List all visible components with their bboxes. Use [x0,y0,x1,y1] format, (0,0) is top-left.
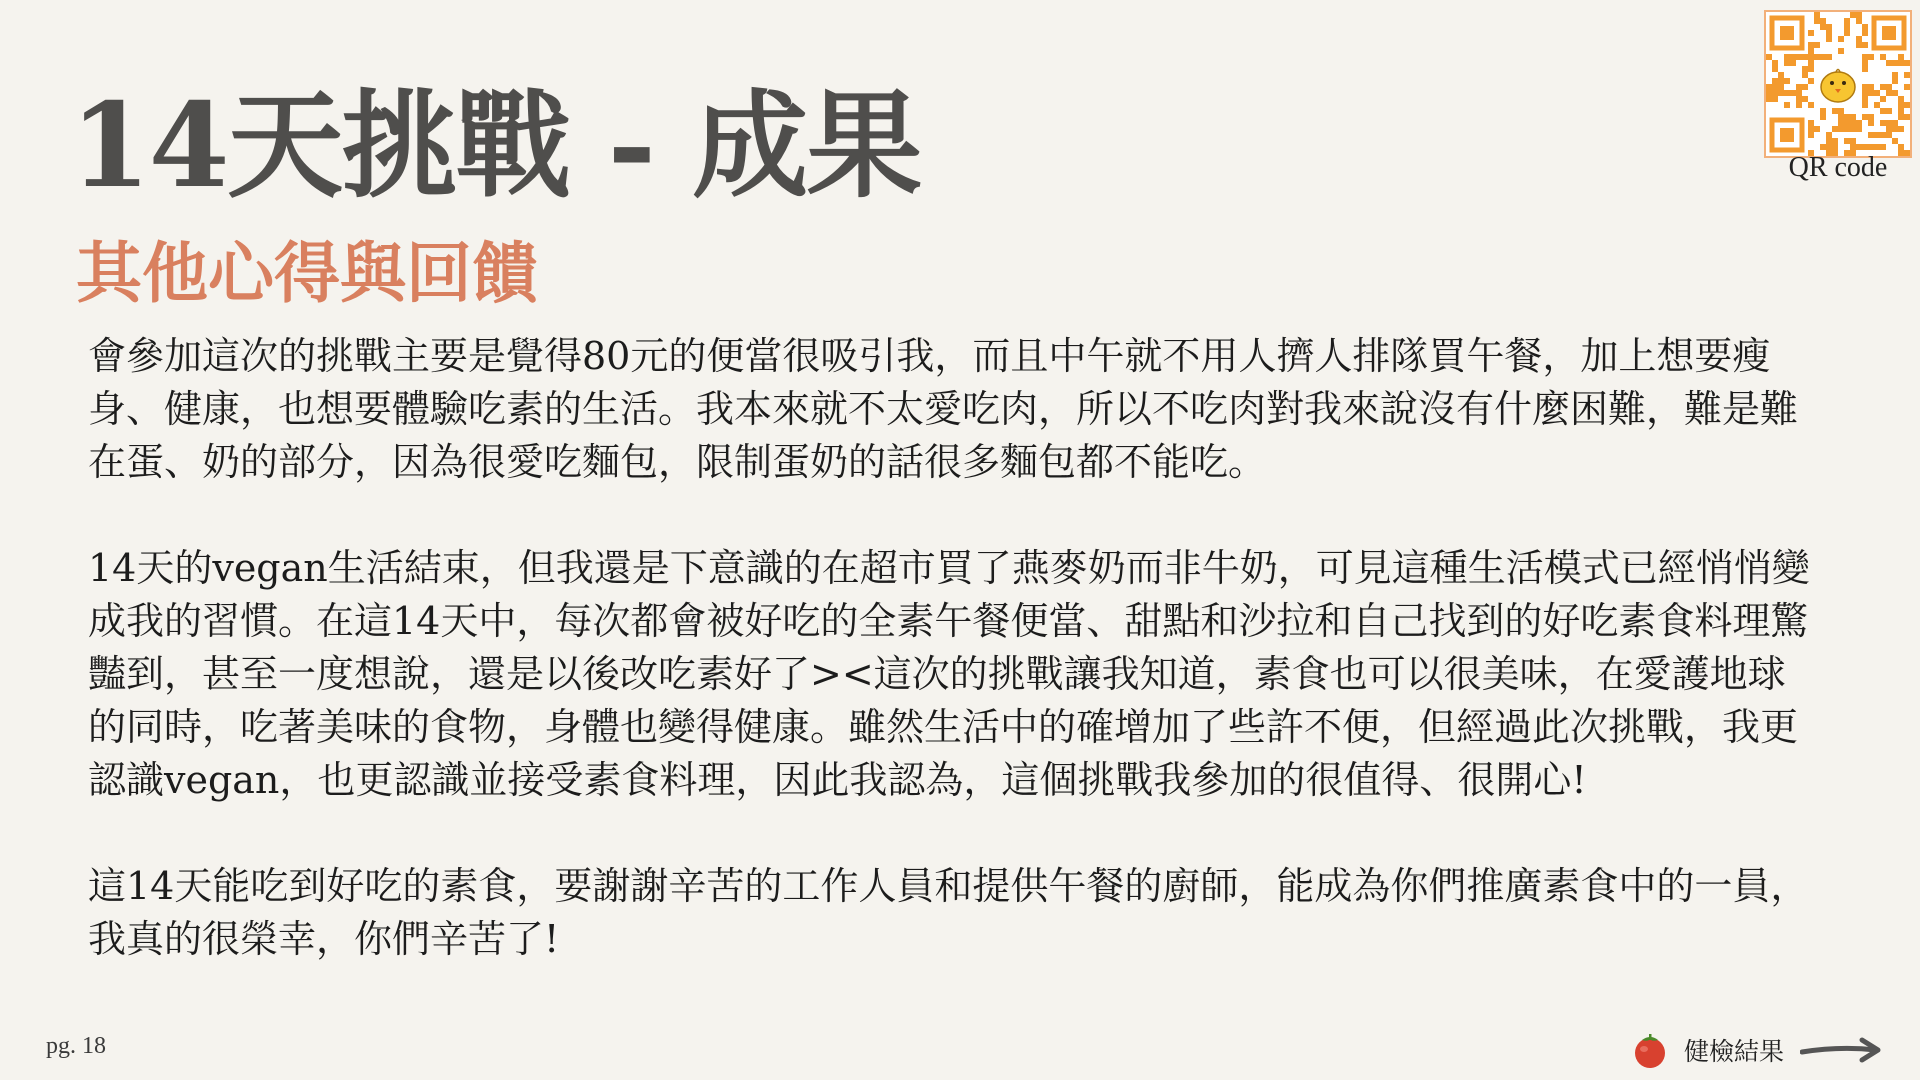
qr-module [1874,102,1880,108]
qr-module [1820,54,1826,60]
qr-module [1772,96,1778,102]
qr-module [1772,60,1778,66]
qr-module [1862,96,1868,102]
qr-module [1886,84,1892,90]
qr-module [1856,42,1862,48]
feedback-body [88,330,1818,1019]
qr-module [1850,12,1856,18]
qr-module [1802,66,1808,72]
qr-module [1874,132,1880,138]
page-number: pg. 18 [46,1033,106,1059]
qr-module [1868,132,1874,138]
qr-module [1874,90,1880,96]
qr-module [1796,84,1802,90]
qr-module [1886,60,1892,66]
qr-module [1808,66,1814,72]
qr-module [1868,120,1874,126]
qr-module [1808,54,1814,60]
qr-module [1850,144,1856,150]
qr-module [1766,90,1772,96]
qr-module [1844,114,1850,120]
qr-code-image [1766,12,1910,156]
qr-module [1802,72,1808,78]
qr-module [1862,24,1868,30]
qr-module [1898,96,1904,102]
qr-module [1820,18,1826,24]
qr-module [1862,114,1868,120]
qr-module [1868,144,1874,150]
qr-module [1886,120,1892,126]
qr-module [1904,84,1910,90]
qr-module [1772,90,1778,96]
qr-module [1904,60,1910,66]
qr-module [1898,108,1904,114]
qr-module [1802,96,1808,102]
qr-module [1868,114,1874,120]
qr-module [1808,120,1814,126]
qr-module [1838,48,1844,54]
qr-module [1838,36,1844,42]
paragraph-thanks: 這14天能吃到好吃的素食，要謝謝辛苦的工作人員和提供午餐的廚師，能成為你們推廣素食中的一員，我真的很榮幸，你們辛苦了! [88,864,1809,961]
qr-module [1832,126,1838,132]
next-page-label: 健檢結果 [1684,1037,1785,1066]
qr-module [1850,120,1856,126]
chick-mascot-icon [1816,62,1860,106]
qr-module [1856,18,1862,24]
qr-module [1892,90,1898,96]
qr-module [1808,132,1814,138]
qr-module [1898,144,1904,150]
qr-module [1820,144,1826,150]
qr-module [1880,54,1886,60]
qr-module [1904,114,1910,120]
next-page-link[interactable] [1630,1030,1882,1070]
qr-module [1826,36,1832,42]
qr-module [1886,126,1892,132]
qr-module [1784,78,1790,84]
qr-code[interactable] [1764,10,1912,158]
qr-module [1778,72,1784,78]
qr-module [1784,90,1790,96]
qr-module [1772,78,1778,84]
qr-module [1850,126,1856,132]
qr-module [1832,138,1838,144]
qr-module [1808,102,1814,108]
qr-module [1880,120,1886,126]
qr-module [1862,54,1868,60]
qr-module [1904,72,1910,78]
section-subtitle: 其他心得與回饋 [76,234,538,312]
qr-module [1844,138,1850,144]
qr-module [1862,66,1868,72]
qr-module [1862,30,1868,36]
qr-module [1838,120,1844,126]
qr-module [1838,114,1844,120]
qr-module [1856,12,1862,18]
qr-module [1772,66,1778,72]
qr-module [1808,42,1814,48]
qr-module [1874,144,1880,150]
qr-module [1808,78,1814,84]
qr-module [1808,48,1814,54]
qr-module [1808,126,1814,132]
qr-module [1784,102,1790,108]
qr-module [1892,78,1898,84]
qr-module [1898,126,1904,132]
qr-module [1826,132,1832,138]
qr-module [1790,90,1796,96]
qr-module [1862,84,1868,90]
qr-module [1892,126,1898,132]
qr-module [1904,102,1910,108]
qr-module [1820,24,1826,30]
qr-module [1856,36,1862,42]
qr-module [1868,54,1874,60]
qr-module [1886,108,1892,114]
qr-module [1862,60,1868,66]
qr-module [1826,24,1832,30]
qr-module [1778,90,1784,96]
qr-caption: QR code [1788,152,1888,183]
qr-module [1796,96,1802,102]
qr-module [1886,132,1892,138]
qr-module [1880,132,1886,138]
arrow-right-icon [1800,1035,1882,1065]
qr-module [1820,114,1826,120]
qr-module [1790,60,1796,66]
qr-module [1802,54,1808,60]
qr-module [1880,144,1886,150]
qr-module [1898,114,1904,120]
qr-module [1892,120,1898,126]
qr-module [1778,78,1784,84]
qr-module [1796,90,1802,96]
qr-module [1868,90,1874,96]
qr-module [1880,84,1886,90]
qr-module [1784,54,1790,60]
qr-module [1832,108,1838,114]
qr-module [1856,120,1862,126]
qr-module [1790,54,1796,60]
qr-module [1826,30,1832,36]
paragraph-experience: 14天的vegan生活結束，但我還是下意識的在超市買了燕麥奶而非牛奶，可見這種生活模式已經悄悄變成我的習慣。在這14天中，每次都會被好吃的全素午餐便當、甜點和沙拉和自己找到的好吃素食料理驚豔到，甚至一度想說，還是以後改吃素好了><這次的挑戰讓我知道，素食也可以很美味，在愛護地球的同時，吃著美味的食物，身體也變得健康。雖然生活中的確增加了些許不便，但經過此次挑戰，我更認識vegan，也更認識並接受素食料理，因此我認為，這個挑戰我參加的很值得、很開心! [88,546,1810,802]
qr-module [1814,18,1820,24]
qr-module [1856,126,1862,132]
qr-module [1844,24,1850,30]
qr-module [1778,84,1784,90]
qr-module [1862,102,1868,108]
tomato-logo-icon [1630,1030,1670,1070]
qr-module [1808,30,1814,36]
qr-module [1826,54,1832,60]
qr-module [1832,144,1838,150]
qr-module [1886,90,1892,96]
qr-module [1826,138,1832,144]
qr-module [1772,84,1778,90]
qr-module [1766,96,1772,102]
qr-module [1820,108,1826,114]
qr-module [1898,102,1904,108]
qr-module [1814,126,1820,132]
qr-module [1868,84,1874,90]
page-title: 14天挑戰 - 成果 [70,78,921,214]
qr-module [1862,42,1868,48]
qr-module [1766,84,1772,90]
qr-module [1856,144,1862,150]
qr-module [1838,108,1844,114]
qr-module [1796,102,1802,108]
qr-module [1862,144,1868,150]
qr-module [1850,138,1856,144]
qr-module [1898,60,1904,66]
qr-module [1862,90,1868,96]
qr-module [1838,126,1844,132]
qr-module [1814,42,1820,48]
qr-module [1892,60,1898,66]
qr-module [1766,54,1772,60]
qr-module [1844,18,1850,24]
qr-module [1808,60,1814,66]
qr-module [1814,54,1820,60]
qr-module [1784,60,1790,66]
paragraph-motivation: 會參加這次的挑戰主要是覺得80元的便當很吸引我，而且中午就不用人擠人排隊買午餐，加上想要瘦身、健康，也想要體驗吃素的生活。我本來就不太愛吃肉，所以不吃肉對我來說沒有什麼困難，難是難在蛋、奶的部分，因為很愛吃麵包，限制蛋奶的話很多麵包都不能吃。 [88,334,1799,484]
qr-module [1814,12,1820,18]
qr-module [1850,114,1856,120]
qr-module [1892,72,1898,78]
qr-module [1796,54,1802,60]
qr-module [1844,126,1850,132]
qr-module [1844,30,1850,36]
qr-module [1844,120,1850,126]
qr-module [1880,108,1886,114]
qr-module [1802,84,1808,90]
qr-module [1898,54,1904,60]
qr-module [1880,96,1886,102]
qr-module [1826,144,1832,150]
qr-module [1892,138,1898,144]
